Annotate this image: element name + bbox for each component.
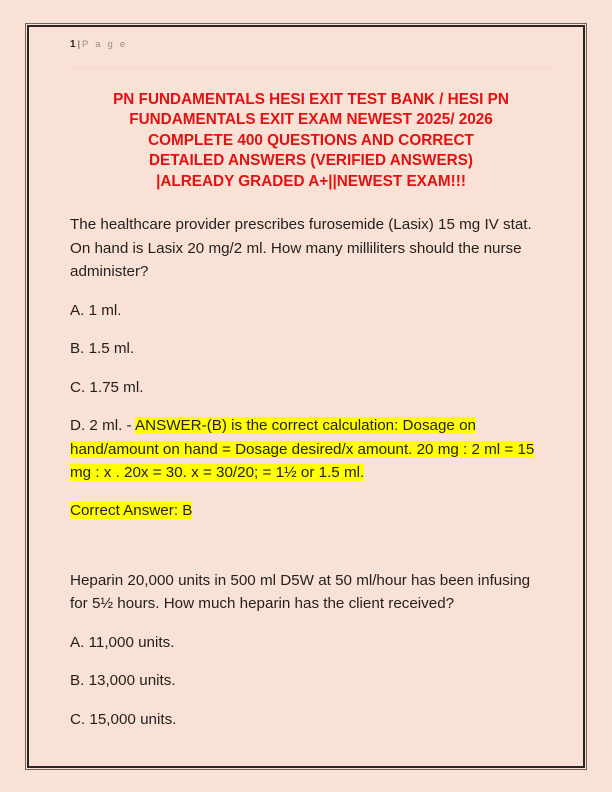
paragraph-spacer — [70, 522, 552, 546]
question-2-option-c: C. 15,000 units. — [70, 710, 177, 728]
page-title — [70, 90, 552, 192]
header-divider — [70, 67, 552, 68]
title-line-3: COMPLETE 400 QUESTIONS AND CORRECT — [148, 131, 474, 149]
title-line-5: |ALREADY GRADED A+||NEWEST EXAM!!! — [156, 172, 466, 190]
title-line-1: PN FUNDAMENTALS HESI EXIT TEST BANK / HESI PN — [113, 91, 509, 108]
page-header-label: P a g e — [82, 39, 128, 50]
document-page-border — [27, 25, 585, 768]
title-line-4: DETAILED ANSWERS (VERIFIED ANSWERS) — [148, 152, 474, 170]
question-1-correct-answer — [70, 499, 552, 523]
question-1-option-a: A. 1 ml. — [70, 301, 122, 319]
question-2-option-a: A. 11,000 units. — [70, 633, 175, 651]
question-1-answer-explanation-highlight: ANSWER-(B) is the correct calculation: Dosage on hand/amount on hand = Dosage desired/x amount. 20 mg : 2 ml = 15 mg : x . 20x = 30. x = 30/20; = 1½ or 1.5 ml. — [70, 417, 535, 482]
question-1-option-b: B. 1.5 ml. — [70, 340, 135, 358]
title-line-2: FUNDAMENTALS EXIT EXAM NEWEST 2025/ 2026 — [129, 111, 493, 129]
running-header — [70, 35, 552, 61]
question-1-option-c: C. 1.75 ml. — [70, 378, 144, 396]
page-number: 1 — [70, 39, 76, 50]
page-content-area — [70, 35, 552, 761]
question-1-option-d-prefix: D. 2 ml. - — [70, 417, 135, 435]
question-1-stem: The healthcare provider prescribes furosemide (Lasix) 15 mg IV stat. On hand is Lasix 20 mg/2 ml. How many milliliters should the nurse administer? — [70, 216, 532, 281]
question-2-option-b: B. 13,000 units. — [70, 672, 176, 690]
page-header-separator: | — [77, 39, 81, 50]
question-1-correct-answer-highlight: Correct Answer: B — [70, 501, 193, 519]
question-1-answer-block — [70, 414, 552, 485]
question-2-stem: Heparin 20,000 units in 500 ml D5W at 50 ml/hour has been infusing for 5½ hours. How much heparin has the client received? — [70, 571, 531, 613]
